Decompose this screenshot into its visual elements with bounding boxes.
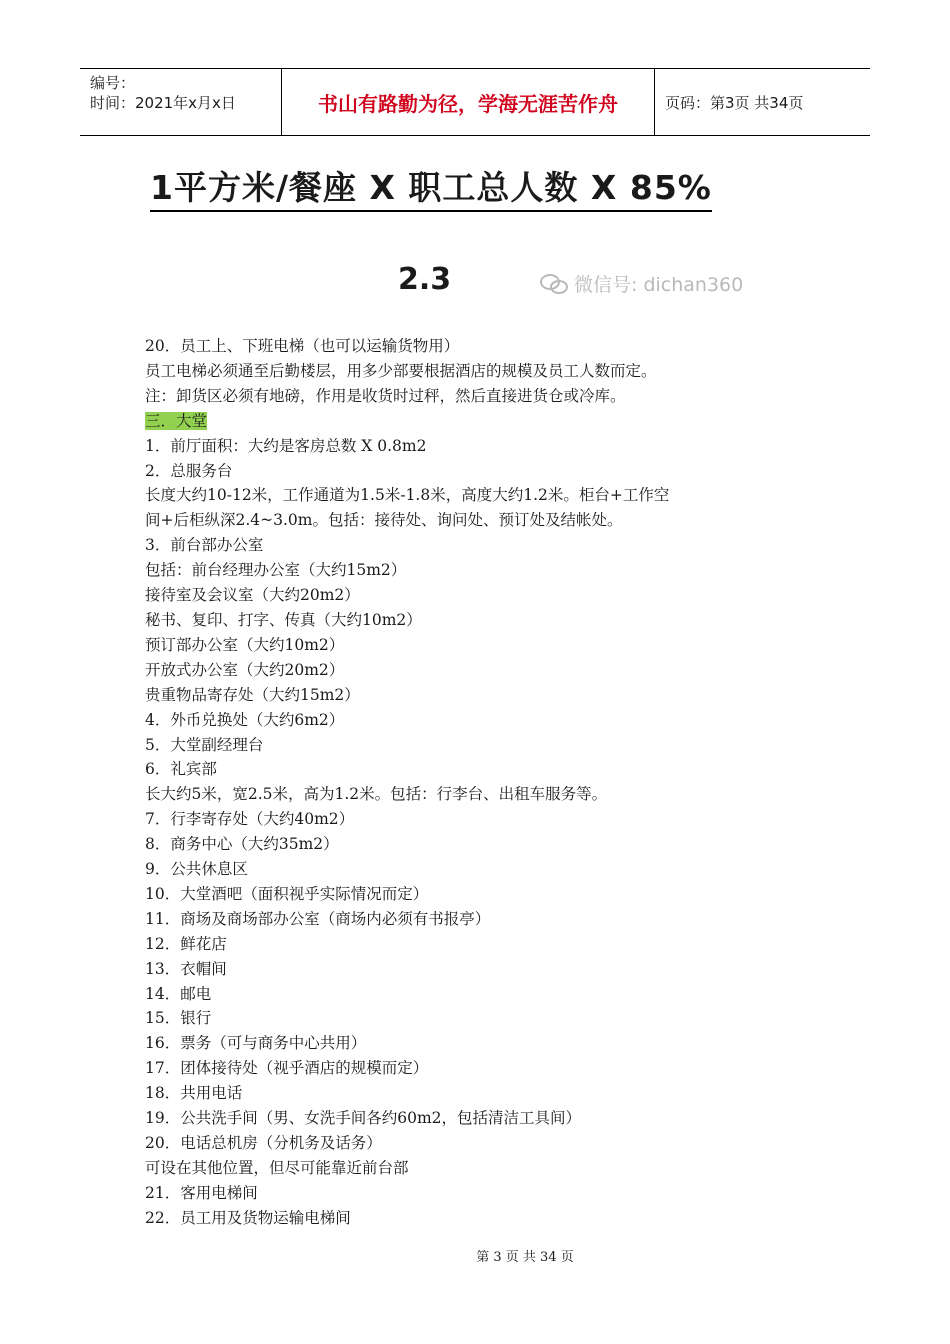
- text-line: [145, 708, 825, 733]
- line-text: 20．员工上、下班电梯（也可以运输货物用）: [145, 337, 460, 355]
- watermark-text: 微信号: dichan360: [574, 274, 744, 296]
- text-line: [145, 907, 825, 932]
- text-line: [145, 633, 825, 658]
- line-text: 14．邮电: [145, 984, 212, 1003]
- text-line: [145, 1156, 825, 1181]
- text-line: [145, 832, 825, 857]
- text-line: [145, 459, 825, 484]
- text-line: [145, 1181, 825, 1206]
- line-text: 20．电话总机房（分机务及话务）: [145, 1134, 382, 1152]
- text-line: [145, 1056, 825, 1081]
- line-text: 9．公共休息区: [145, 860, 248, 879]
- header-page-label: 页码：第3页 共34页: [665, 93, 804, 112]
- text-line: [145, 533, 825, 558]
- text-line: [145, 957, 825, 982]
- text-line: [145, 434, 825, 459]
- line-text: 间+后柜纵深2.4~3.0m。包括：接待处、询问处、预订处及结帐处。: [145, 511, 623, 530]
- text-line: [145, 982, 825, 1007]
- line-text: 13．衣帽间: [145, 959, 227, 978]
- text-line: [145, 384, 825, 409]
- text-line: [145, 483, 825, 508]
- text-line: [145, 882, 825, 907]
- line-text: 6．礼宾部: [145, 760, 217, 779]
- text-line: [145, 807, 825, 832]
- line-text: 5．大堂副经理台: [145, 735, 264, 754]
- page-footer: 第 3 页 共 34 页: [476, 1250, 574, 1265]
- text-line: [145, 733, 825, 758]
- text-line: [145, 1106, 825, 1131]
- line-text: 长大约5米，宽2.5米，高为1.2米。包括：行李台、出租车服务等。: [145, 785, 608, 804]
- line-text: 10．大堂酒吧（面积视乎实际情况而定）: [145, 884, 429, 903]
- text-line: [145, 558, 825, 583]
- section-heading: 三．大堂: [145, 411, 208, 430]
- line-text: 开放式办公室（大约20m2）: [145, 660, 345, 679]
- line-text: 秘书、复印、打字、传真（大约10m2）: [145, 610, 422, 629]
- text-line: [145, 658, 825, 683]
- text-line: [145, 857, 825, 882]
- text-line: [145, 782, 825, 807]
- line-text: 4．外币兑换处（大约6m2）: [145, 710, 345, 729]
- line-text: 可设在其他位置，但尽可能靠近前台部: [145, 1158, 409, 1177]
- line-text: 7．行李寄存处（大约40m2）: [145, 810, 355, 829]
- line-text: 贵重物品寄存处（大约15m2）: [145, 685, 360, 704]
- line-text: 员工电梯必须通至后勤楼层，用多少部要根据酒店的规模及员工人数而定。: [145, 361, 657, 380]
- line-text: 接待室及会议室（大约20m2）: [145, 586, 360, 605]
- line-text: 19．公共洗手间（男、女洗手间各约60m2，包括清洁工具间）: [145, 1109, 582, 1128]
- body-text: [145, 334, 825, 1231]
- header-motto: 书山有路勤为径，学海无涯苦作舟: [282, 69, 655, 135]
- line-text: 长度大约10-12米，工作通道为1.5米-1.8米，高度大约1.2米。柜台+工作空: [145, 486, 670, 505]
- text-line: [145, 334, 825, 359]
- date-label: 时间：2021年x月x日: [90, 94, 236, 112]
- line-text: 8．商务中心（大约35m2）: [145, 835, 339, 854]
- section-number: 2.3: [398, 262, 452, 297]
- code-label: 编号：: [90, 74, 136, 92]
- line-text: 17．团体接待处（视乎酒店的规模而定）: [145, 1059, 429, 1078]
- text-line: [145, 932, 825, 957]
- text-line: [145, 359, 825, 384]
- text-line: [145, 608, 825, 633]
- wechat-icon: [540, 274, 568, 294]
- line-text: 21．客用电梯间: [145, 1183, 258, 1202]
- header-info: [80, 69, 282, 135]
- line-text: 11．商场及商场部办公室（商场内必须有书报亭）: [145, 909, 491, 928]
- watermark: [540, 270, 743, 297]
- line-text: 16．票务（可与商务中心共用）: [145, 1034, 367, 1053]
- formula-title: 1平方米/餐座 X 职工总人数 X 85%: [150, 168, 712, 212]
- text-line: [145, 1131, 825, 1156]
- text-line: [145, 757, 825, 782]
- line-text: 12．鲜花店: [145, 934, 227, 953]
- line-text: 1．前厅面积：大约是客房总数 X 0.8m2: [145, 436, 427, 455]
- line-text: 包括：前台经理办公室（大约15m2）: [145, 561, 407, 580]
- line-text: 2．总服务台: [145, 461, 233, 480]
- text-line: [145, 1081, 825, 1106]
- text-line: [145, 1031, 825, 1056]
- text-line: [145, 1006, 825, 1031]
- line-text: 3．前台部办公室: [145, 536, 264, 555]
- text-line: [145, 1206, 825, 1231]
- line-text: 注：卸货区必须有地磅，作用是收货时过秤，然后直接进货仓或冷库。: [145, 386, 626, 405]
- text-line: [145, 409, 825, 434]
- text-line: [145, 583, 825, 608]
- text-line: [145, 508, 825, 533]
- text-line: [145, 683, 825, 708]
- line-text: 15．银行: [145, 1009, 212, 1028]
- line-text: 22．员工用及货物运输电梯间: [145, 1208, 351, 1227]
- line-text: 18．共用电话: [145, 1084, 243, 1103]
- line-text: 预订部办公室（大约10m2）: [145, 635, 345, 654]
- page-header: [80, 68, 870, 136]
